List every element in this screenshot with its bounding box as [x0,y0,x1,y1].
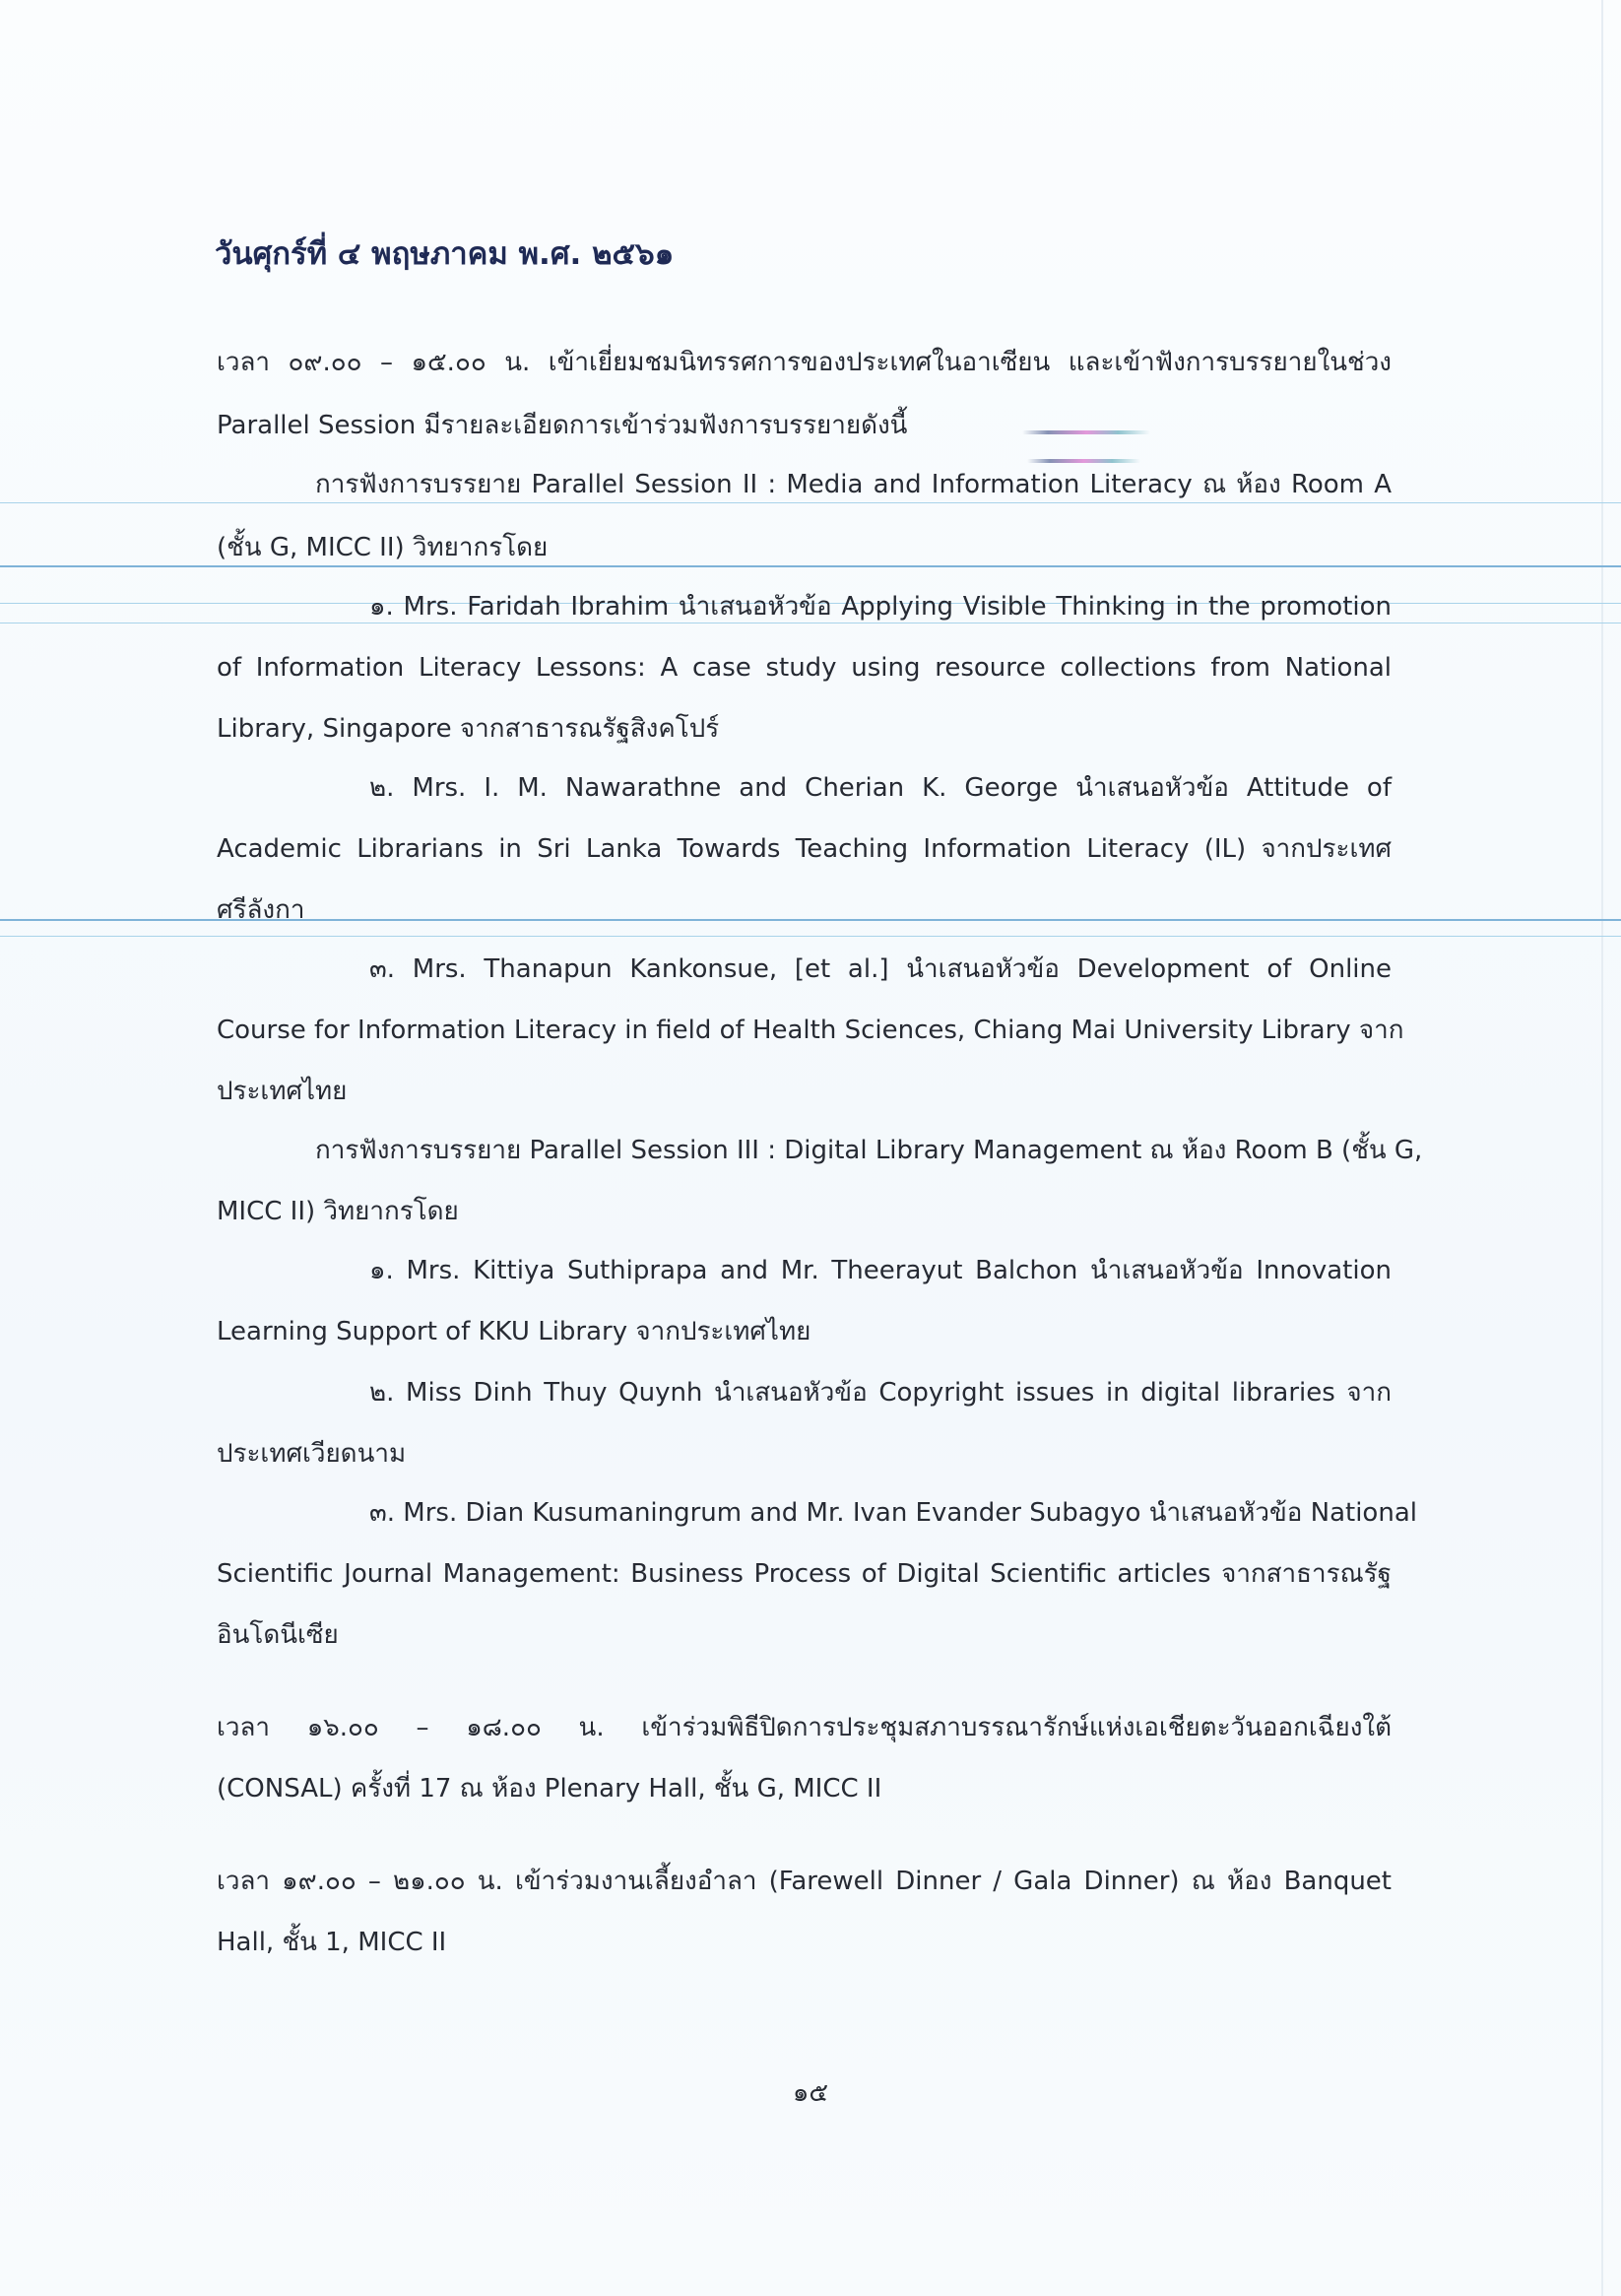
text-line: Hall, ชั้น 1, MICC II [217,1928,447,1957]
text-line: ๒. Miss Dinh Thuy Quynh นำเสนอหัวข้อ Copyright issues in digital libraries จาก [369,1378,1392,1408]
ink-smudge [1022,430,1150,434]
scan-edge [1601,0,1603,2296]
ink-smudge [1027,459,1140,463]
text-line: ๓. Mrs. Dian Kusumaningrum and Mr. Ivan Evander Subagyo นำเสนอหัวข้อ National [369,1498,1417,1528]
text-line: ๓. Mrs. Thanapun Kankonsue, [et al.] นำเสนอหัวข้อ Development of Online [369,954,1392,984]
text-line: (CONSAL) ครั้งที่ 17 ณ ห้อง Plenary Hall, ชั้น G, MICC II [217,1774,882,1804]
text-line: ๒. Mrs. I. M. Nawarathne and Cherian K. George นำเสนอหัวข้อ Attitude of [369,773,1392,803]
text-line: เวลา ๑๖.๐๐ – ๑๘.๐๐ น. เข้าร่วมพิธีปิดการประชุมสภาบรรณารักษ์แห่งเอเชียตะวันออกเฉียงใต้ [217,1713,1392,1742]
text-line: ๑. Mrs. Kittiya Suthiprapa and Mr. Theerayut Balchon นำเสนอหัวข้อ Innovation [369,1256,1392,1285]
scan-line [0,565,1621,567]
text-line: Scientific Journal Management: Business Process of Digital Scientific articles จากสาธารณรัฐ [217,1559,1392,1589]
page-number: ๑๕ [792,2078,829,2108]
text-line: ๑. Mrs. Faridah Ibrahim นำเสนอหัวข้อ Applying Visible Thinking in the promotion [369,592,1392,622]
text-line: Library, Singapore จากสาธารณรัฐสิงคโปร์ [217,714,720,744]
text-line: of Information Literacy Lessons: A case study using resource collections from National [217,653,1392,683]
text-line: MICC II) วิทยากรโดย [217,1197,459,1226]
text-line: การฟังการบรรยาย Parallel Session II : Media and Information Literacy ณ ห้อง Room A [315,470,1392,499]
scan-line [0,502,1621,503]
page-heading: วันศุกร์ที่ ๔ พฤษภาคม พ.ศ. ๒๕๖๑ [215,236,675,272]
text-line: Course for Information Literacy in field of Health Sciences, Chiang Mai University Library จาก [217,1016,1404,1045]
scan-line [0,936,1621,937]
text-line: ประเทศเวียดนาม [217,1439,407,1469]
text-line: Parallel Session มีรายละเอียดการเข้าร่วมฟังการบรรยายดังนี้ [217,411,908,440]
text-line: (ชั้น G, MICC II) วิทยากรโดย [217,533,549,562]
text-line: การฟังการบรรยาย Parallel Session III : Digital Library Management ณ ห้อง Room B (ชั้น G, [315,1136,1423,1165]
text-line: อินโดนีเซีย [217,1620,339,1650]
text-line: เวลา ๐๙.๐๐ – ๑๕.๐๐ น. เข้าเยี่ยมชมนิทรรศการของประเทศในอาเซียน และเข้าฟังการบรรยายในช่วง [217,348,1392,377]
text-line: ศรีลังกา [217,895,305,925]
text-line: เวลา ๑๙.๐๐ – ๒๑.๐๐ น. เข้าร่วมงานเลี้ยงอำลา (Farewell Dinner / Gala Dinner) ณ ห้อง Banquet [217,1867,1392,1896]
text-line: Academic Librarians in Sri Lanka Towards Teaching Information Literacy (IL) จากประเทศ [217,834,1392,864]
text-line: Learning Support of KKU Library จากประเทศไทย [217,1317,811,1346]
text-line: ประเทศไทย [217,1077,348,1106]
